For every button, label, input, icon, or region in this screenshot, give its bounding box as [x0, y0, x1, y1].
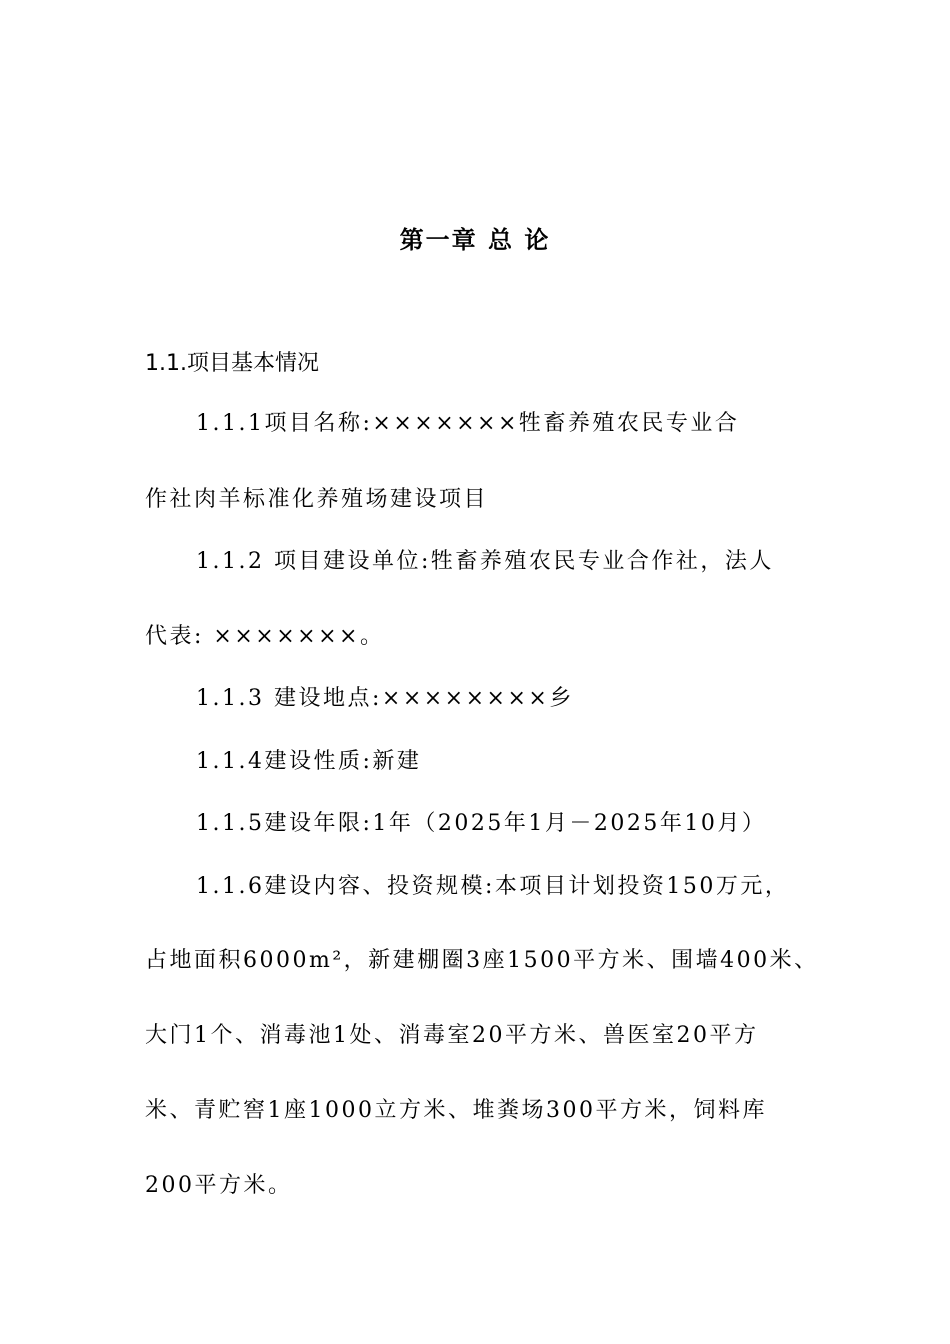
chapter-title: 第一章 总 论	[399, 226, 551, 254]
construction-unit-line-1: 1.1.2 项目建设单位:牲畜养殖农民专业合作社，法人	[196, 549, 774, 574]
project-name-line-1: 1.1.1项目名称:×××××××牲畜养殖农民专业合	[196, 411, 740, 436]
project-name-line-2: 作社肉羊标准化养殖场建设项目	[145, 487, 489, 512]
construction-period-line: 1.1.5建设年限:1年（2025年1月－2025年10月）	[196, 811, 767, 836]
construction-unit-line-2: 代表: ×××××××。	[145, 624, 385, 649]
construction-site-line: 1.1.3 建设地点:××××××××乡	[196, 686, 574, 711]
section-heading: 1.1.项目基本情况	[145, 351, 319, 376]
construction-content-line-5: 200平方米。	[145, 1173, 293, 1198]
construction-content-line-2: 占地面积6000m²，新建棚圈3座1500平方米、围墙400米、	[145, 948, 819, 973]
construction-content-line-1: 1.1.6建设内容、投资规模:本项目计划投资150万元，	[196, 874, 790, 899]
construction-nature-line: 1.1.4建设性质:新建	[196, 749, 422, 774]
construction-content-line-4: 米、青贮窖1座1000立方米、堆粪场300平方米，饲料库	[145, 1098, 767, 1123]
construction-content-line-3: 大门1个、消毒池1处、消毒室20平方米、兽医室20平方	[145, 1023, 759, 1048]
